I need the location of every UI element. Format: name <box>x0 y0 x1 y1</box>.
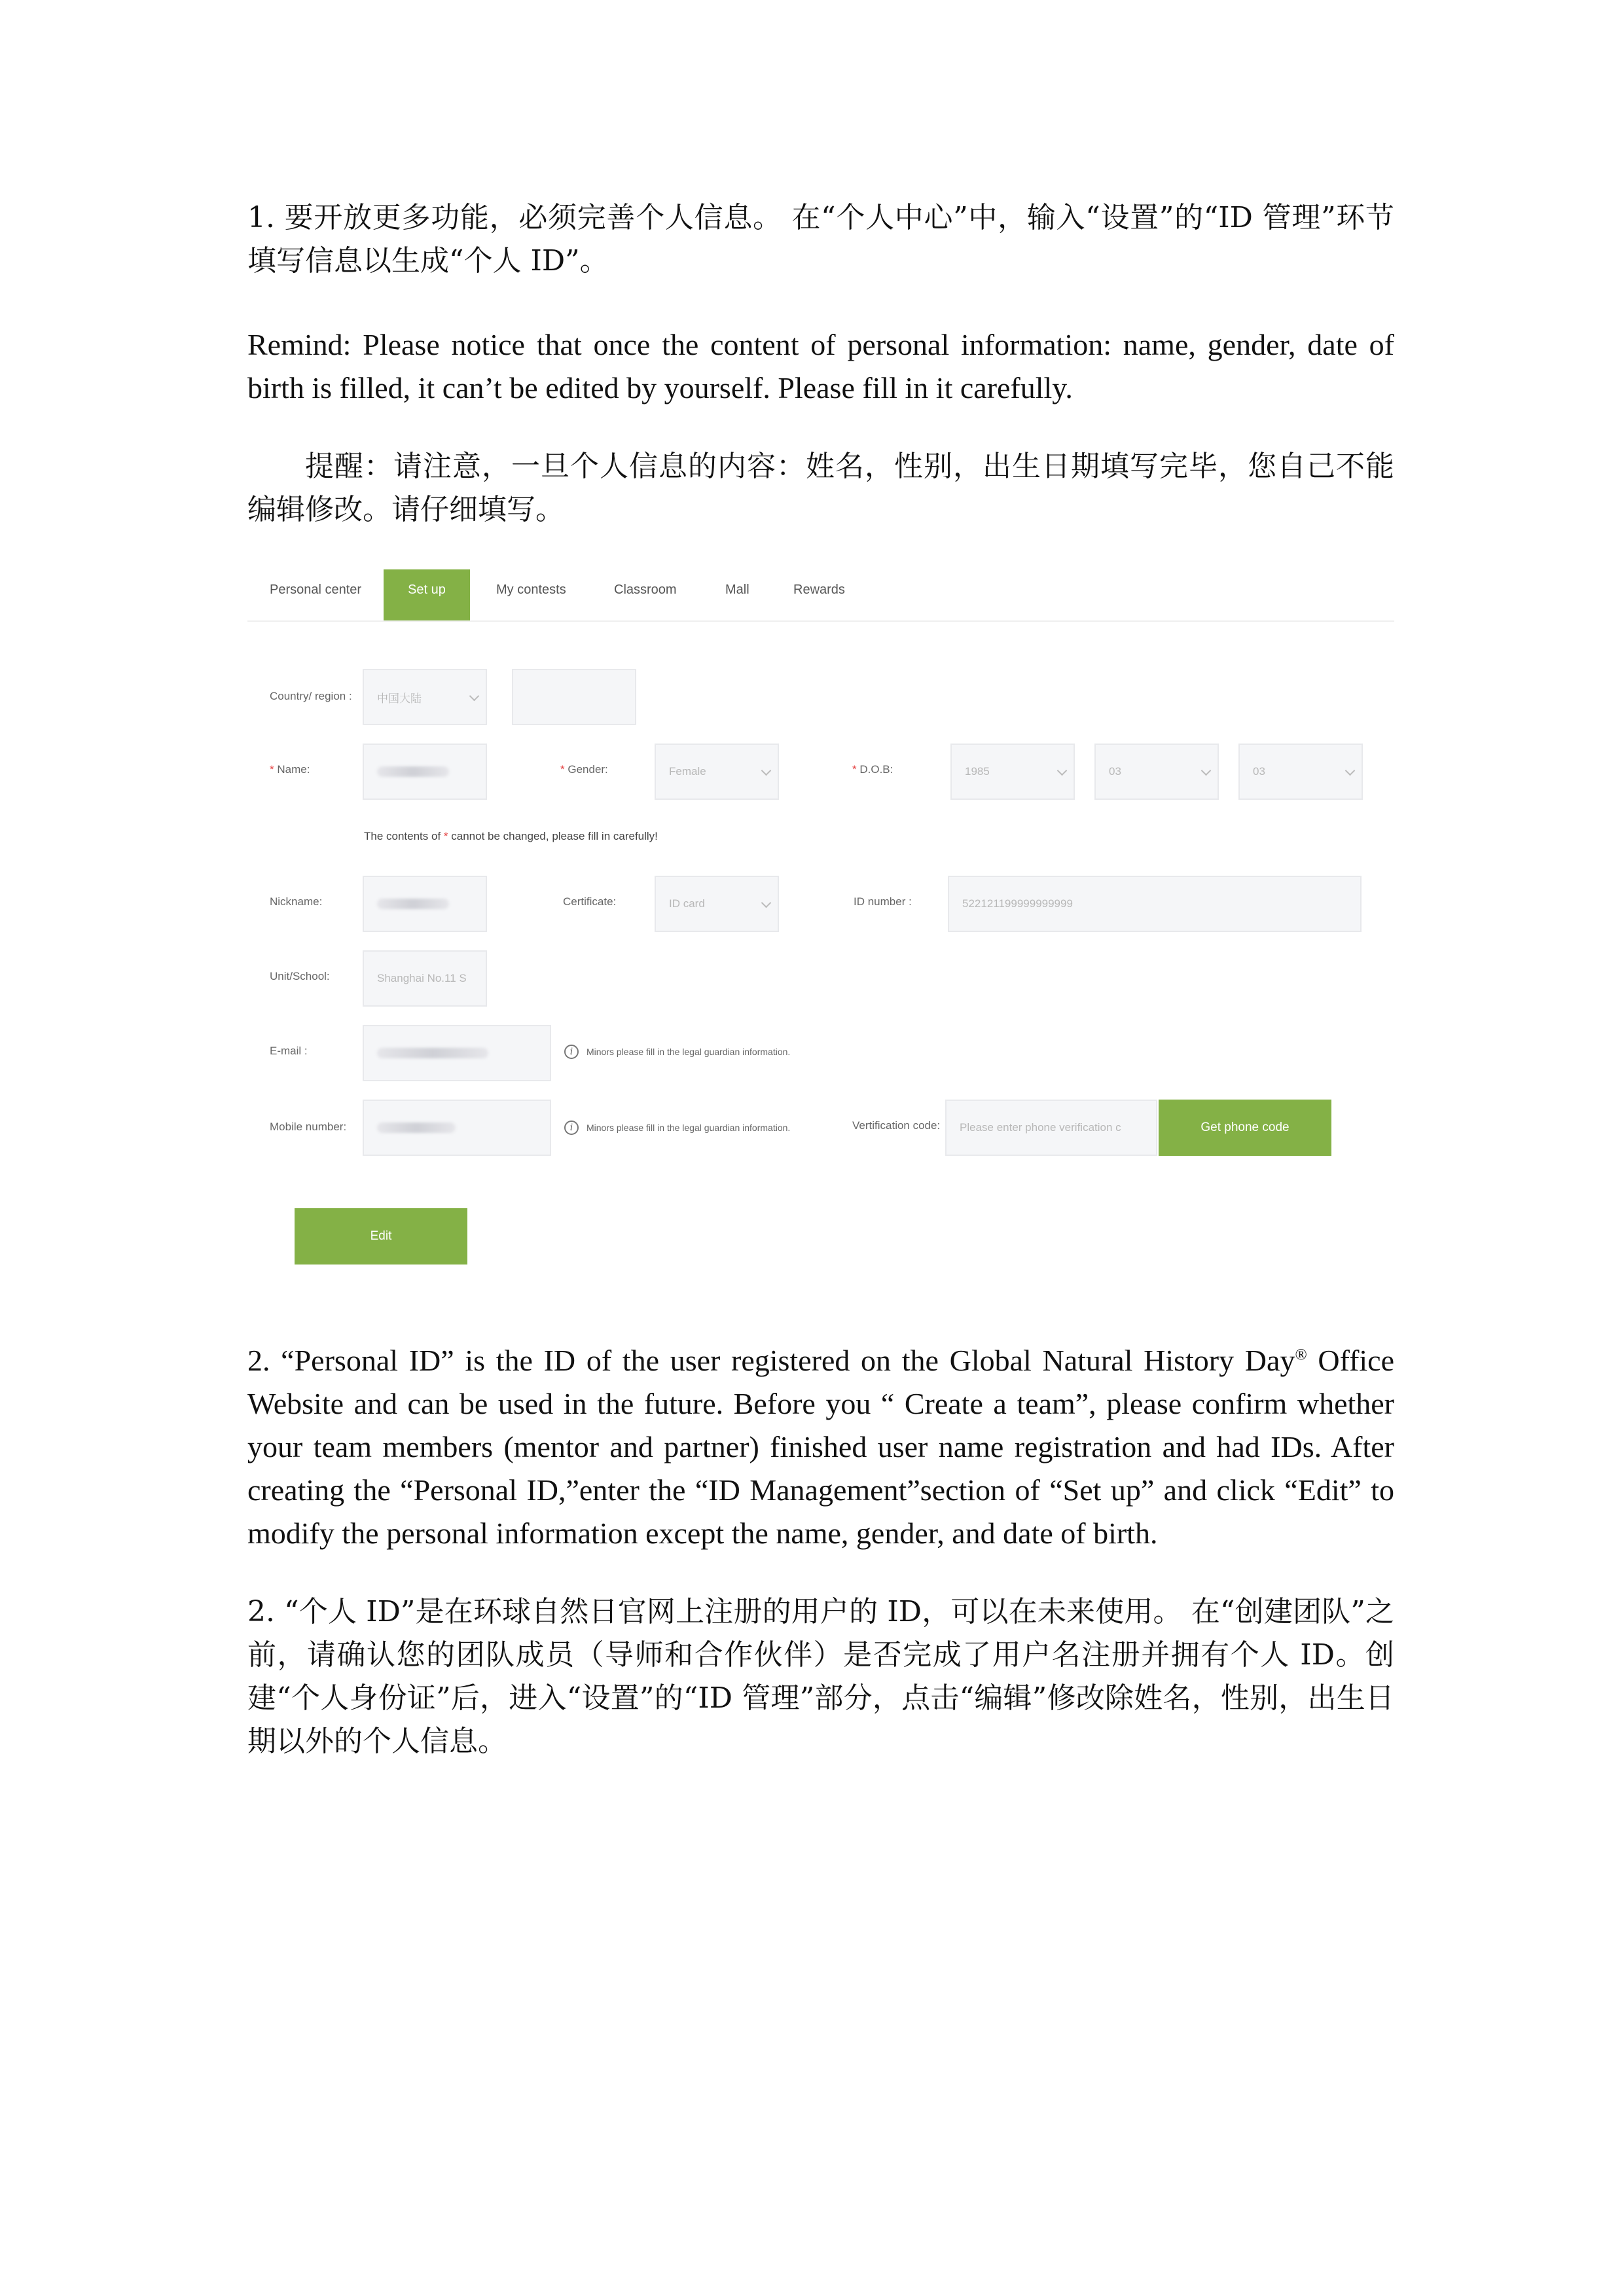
unit-school-input[interactable] <box>363 950 487 1007</box>
id-management-screenshot <box>247 569 1394 1276</box>
dob-label-text: D.O.B: <box>859 763 893 776</box>
dob-year-value: 1985 <box>965 765 990 778</box>
email-label: E-mail : <box>270 1045 308 1057</box>
unit-school-label: Unit/School: <box>270 970 330 982</box>
name-input[interactable] <box>363 744 487 800</box>
dob-month-value: 03 <box>1109 765 1121 778</box>
country-label: Country/ region : <box>270 690 352 702</box>
remind-paragraph-en: Remind: Please notice that once the content of personal information: name, gender, date of birth is filled, it can’t be edited by yourself. Please fill in it carefully. <box>247 328 1394 404</box>
chevron-down-icon <box>761 766 772 776</box>
required-mark: * <box>560 763 565 776</box>
note-text-before: The contents of <box>364 830 444 842</box>
chevron-down-icon <box>761 898 772 908</box>
note-text-after: cannot be changed, please fill in carefully! <box>448 830 658 842</box>
verification-code-input[interactable] <box>945 1100 1157 1156</box>
nickname-label: Nickname: <box>270 895 323 908</box>
mobile-label: Mobile number: <box>270 1121 347 1133</box>
dob-day-select[interactable] <box>1238 744 1363 800</box>
info-icon: i <box>564 1045 579 1059</box>
blurred-email <box>377 1048 488 1058</box>
edit-button[interactable]: Edit <box>295 1208 467 1265</box>
verification-placeholder: Please enter phone verification c <box>960 1121 1121 1134</box>
top-tab-bar <box>247 569 1394 622</box>
tab-my-contests[interactable]: My contests <box>496 583 566 597</box>
name-label-text: Name: <box>277 763 310 776</box>
verification-label: Vertification code: <box>852 1119 941 1132</box>
country-value: 中国大陆 <box>377 692 422 705</box>
mobile-minors-note <box>564 1121 790 1135</box>
tab-classroom[interactable]: Classroom <box>614 583 677 597</box>
region-select[interactable] <box>512 669 636 725</box>
get-phone-code-button[interactable]: Get phone code <box>1159 1100 1331 1156</box>
email-input[interactable] <box>363 1025 551 1081</box>
mobile-minors-note-text: Minors please fill in the legal guardian information. <box>586 1122 791 1133</box>
p2-en-part2: Office Website and can be used in the future. Before you “ Create a team”, please confirm whether your team members (mentor and partner) finished user name registration and had IDs. After creating the “Personal ID,”enter the “ID Management”section of “Set up” and click “Edit” to modify the personal information except the name, gender, and date of birth. <box>247 1344 1395 1550</box>
unit-school-value: Shanghai No.11 S <box>377 972 467 984</box>
cannot-change-note <box>364 830 658 843</box>
mobile-input[interactable] <box>363 1100 551 1156</box>
required-mark: * <box>852 763 857 776</box>
email-minors-note <box>564 1045 790 1059</box>
chevron-down-icon <box>1201 766 1212 776</box>
tab-rewards[interactable]: Rewards <box>793 583 845 597</box>
id-number-input[interactable] <box>948 876 1362 932</box>
gender-value: Female <box>669 765 706 778</box>
nickname-input[interactable] <box>363 876 487 932</box>
country-select[interactable] <box>363 669 487 725</box>
intro-paragraph-zh: 1. 要开放更多功能，必须完善个人信息。 在“个人中心”中，输入“设置”的“ID 管理”环节填写信息以生成“个人 ID”。 <box>247 201 1394 278</box>
personal-id-paragraph-zh: 2. “个人 ID”是在环球自然日官网上注册的用户的 ID，可以在未来使用。 在“创建团队”之前，请确认您的团队成员（导师和合作伙伴）是否完成了用户名注册并拥有个人 ID。创建“个人身份证”后，进入“设置”的“ID 管理”部分，点击“编辑”修改除姓名，性别，出生日期以外的个人信息。 <box>247 1595 1394 1758</box>
chevron-down-icon <box>469 691 480 702</box>
remind-paragraph-zh: 提醒：请注意，一旦个人信息的内容：姓名，性别，出生日期填写完毕，您自己不能编辑修改。请仔细填写。 <box>247 450 1394 526</box>
certificate-select[interactable] <box>655 876 779 932</box>
tab-personal-center[interactable]: Personal center <box>270 583 362 597</box>
dob-month-select[interactable] <box>1094 744 1219 800</box>
gender-label-text: Gender: <box>568 763 608 776</box>
gender-select[interactable] <box>655 744 779 800</box>
registered-mark: ® <box>1295 1346 1307 1364</box>
chevron-down-icon <box>1345 766 1356 776</box>
blurred-name <box>377 766 449 777</box>
required-mark: * <box>270 763 274 776</box>
personal-id-paragraph-en <box>247 1339 1394 1555</box>
id-number-label: ID number : <box>854 895 912 908</box>
tab-mall[interactable]: Mall <box>725 583 749 597</box>
tab-set-up[interactable]: Set up <box>384 569 470 620</box>
chevron-down-icon <box>1057 766 1068 776</box>
info-icon: i <box>564 1121 579 1135</box>
name-label <box>270 763 310 776</box>
dob-label <box>852 763 893 776</box>
p2-en-part1: 2. “Personal ID” is the ID of the user registered on the Global Natural History Day <box>247 1344 1295 1377</box>
id-number-value: 522121199999999999 <box>962 897 1073 910</box>
certificate-label: Certificate: <box>563 895 617 908</box>
dob-day-value: 03 <box>1253 765 1265 778</box>
certificate-value: ID card <box>669 897 705 910</box>
blurred-mobile <box>377 1122 456 1133</box>
gender-label <box>560 763 608 776</box>
email-minors-note-text: Minors please fill in the legal guardian information. <box>586 1047 791 1057</box>
blurred-nickname <box>377 899 449 909</box>
dob-year-select[interactable] <box>950 744 1075 800</box>
required-mark: * <box>443 830 448 842</box>
